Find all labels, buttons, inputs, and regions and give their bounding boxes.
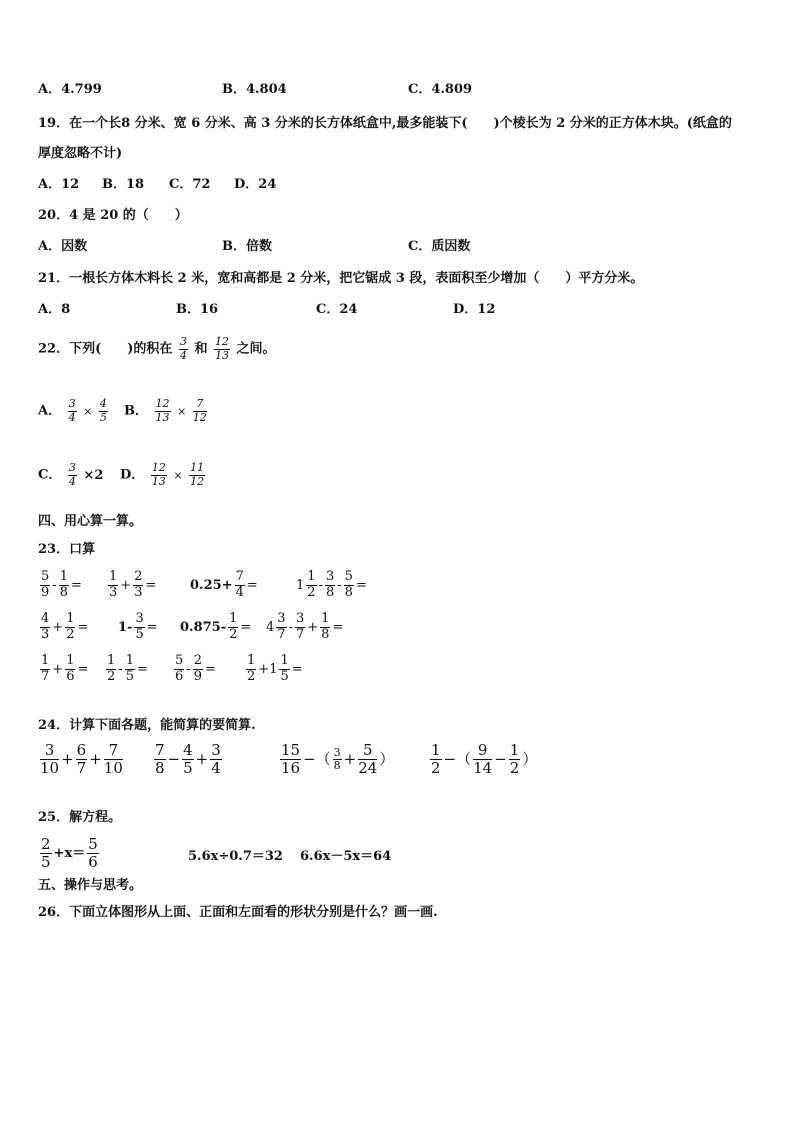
q25-equation-1: $\frac{2}{5}$ +x＝ $\frac{5}{6}$: [41, 835, 98, 872]
q26-stem: 26．下面立体图形从上面、正面和左面看的形状分别是什么？画一画.: [38, 905, 438, 920]
q21-stem: 21．一根长方体木料长 2 米，宽和高都是 2 分米，把它锯成 3 段，表面积至少增加（ ）平方分米。: [38, 271, 644, 286]
q24-e2: $\frac{7}{8}$ − $\frac{4}{5}$ + $\frac{3}{4}$: [155, 741, 221, 778]
q21-option-b[interactable]: B．16: [176, 302, 219, 317]
q23-r3-e3: $\frac{5}{6}$ - $\frac{2}{9}$ =: [175, 653, 216, 684]
q23-r1-e4: 1 $\frac{1}{2}$ - $\frac{3}{8}$ - $\frac{5}{8}$ =: [296, 569, 367, 600]
q18-option-a[interactable]: A．4.799: [38, 82, 102, 97]
q22-option-a[interactable]: A． $\frac{3}{4}$ × $\frac{4}{5}$: [38, 397, 107, 424]
q23-r3-e2: $\frac{1}{2}$ - $\frac{1}{5}$ =: [107, 653, 148, 684]
q22-b-fraction-2: $\frac{7}{12}$: [192, 397, 207, 424]
q22-stem-and: 和: [194, 341, 208, 357]
q24-e3: $\frac{15}{16}$ −（ $\frac{3}{8}$ + $\frac{5}{24}$ ）: [281, 741, 395, 778]
q22-d-fraction-1: $\frac{12}{13}$: [151, 461, 166, 488]
q21-options: [38, 300, 764, 320]
q23-r1-e2: $\frac{1}{3}$ + $\frac{2}{3}$ =: [109, 569, 157, 600]
q22-fraction-3-4: $\frac{3}{4}$: [179, 335, 187, 362]
q18-option-c[interactable]: C．4.809: [408, 82, 473, 97]
q19-stem-line2: 厚度忽略不计): [38, 146, 123, 161]
q19-stem-line1: 19．在一个长8 分米、宽 6 分米、高 3 分米的长方体纸盒中,最多能装下( )个棱长为 2 分米的正方体木块。(纸盒的: [38, 116, 732, 131]
q23-title: 23．口算: [38, 542, 96, 557]
q24-e4: $\frac{1}{2}$ −（ $\frac{9}{14}$ − $\frac{1}{2}$ ）: [431, 741, 538, 778]
q24-title: 24．计算下面各题，能简算的要简算.: [38, 718, 256, 733]
section-4-heading: 四、用心算一算。: [38, 514, 143, 529]
q18-options: [38, 80, 764, 100]
q22-stem-pre: 22．下列( )的积在: [38, 341, 173, 357]
q25-equation-3: 6.6x－5x＝64: [300, 849, 392, 864]
q20-options: [38, 237, 764, 257]
q23-r1-e3: 0.25+ $\frac{7}{4}$ =: [190, 569, 258, 600]
q23-r3-e4: $\frac{1}{2}$ +1 $\frac{1}{5}$ =: [247, 653, 303, 684]
q25-equation-2: 5.6x÷0.7＝32: [188, 849, 283, 864]
q21-option-d[interactable]: D．12: [453, 302, 496, 317]
q22-b-fraction-1: $\frac{12}{13}$: [155, 397, 170, 424]
q22-a-fraction-1: $\frac{3}{4}$: [68, 397, 76, 424]
q19-option-d[interactable]: D．24: [234, 177, 277, 192]
q19-options: [38, 175, 764, 195]
q22-option-c[interactable]: C． $\frac{3}{4}$ ×2: [38, 461, 104, 488]
q23-r1-e1: $\frac{5}{9}$ - $\frac{1}{8}$ =: [41, 569, 82, 600]
q22-c-fraction-1: $\frac{3}{4}$: [68, 461, 76, 488]
q19-option-b[interactable]: B．18: [102, 177, 145, 192]
q22-option-b[interactable]: B． $\frac{12}{13}$ × $\frac{7}{12}$: [124, 397, 207, 424]
section-5-heading: 五、操作与思考。: [38, 878, 143, 893]
q21-option-a[interactable]: A．8: [38, 302, 71, 317]
q23-r2-e4: 4 $\frac{3}{7}$ - $\frac{3}{7}$ + $\frac{1}{8}$ =: [266, 611, 344, 642]
q22-fraction-12-13: $\frac{12}{13}$: [215, 335, 230, 362]
q19-option-c[interactable]: C．72: [169, 177, 211, 192]
q19-option-a[interactable]: A．12: [38, 177, 80, 192]
q23-r2-e3: 0.875- $\frac{1}{2}$ =: [180, 611, 252, 642]
q20-option-c[interactable]: C．质因数: [408, 239, 471, 254]
q22-stem: [38, 336, 276, 362]
q22-option-d[interactable]: D． $\frac{12}{13}$ × $\frac{11}{12}$: [120, 461, 205, 488]
q21-option-c[interactable]: C．24: [316, 302, 358, 317]
q23-r3-e1: $\frac{1}{7}$ + $\frac{1}{6}$ =: [41, 653, 89, 684]
q23-r2-e1: $\frac{4}{3}$ + $\frac{1}{2}$ =: [41, 611, 89, 642]
q22-d-fraction-2: $\frac{11}{12}$: [190, 461, 205, 488]
q22-a-fraction-2: $\frac{4}{5}$: [99, 397, 107, 424]
q20-stem: 20．4 是 20 的（ ）: [38, 208, 188, 223]
q22-stem-post: 之间。: [236, 341, 276, 357]
q20-option-b[interactable]: B．倍数: [222, 239, 272, 254]
q18-option-b[interactable]: B．4.804: [222, 82, 287, 97]
q25-title: 25．解方程。: [38, 810, 122, 825]
q23-r2-e2: 1- $\frac{3}{5}$ =: [118, 611, 158, 642]
q20-option-a[interactable]: A．因数: [38, 239, 88, 254]
q24-e1: $\frac{3}{10}$ + $\frac{6}{7}$ + $\frac{7}{10}$: [40, 741, 123, 778]
